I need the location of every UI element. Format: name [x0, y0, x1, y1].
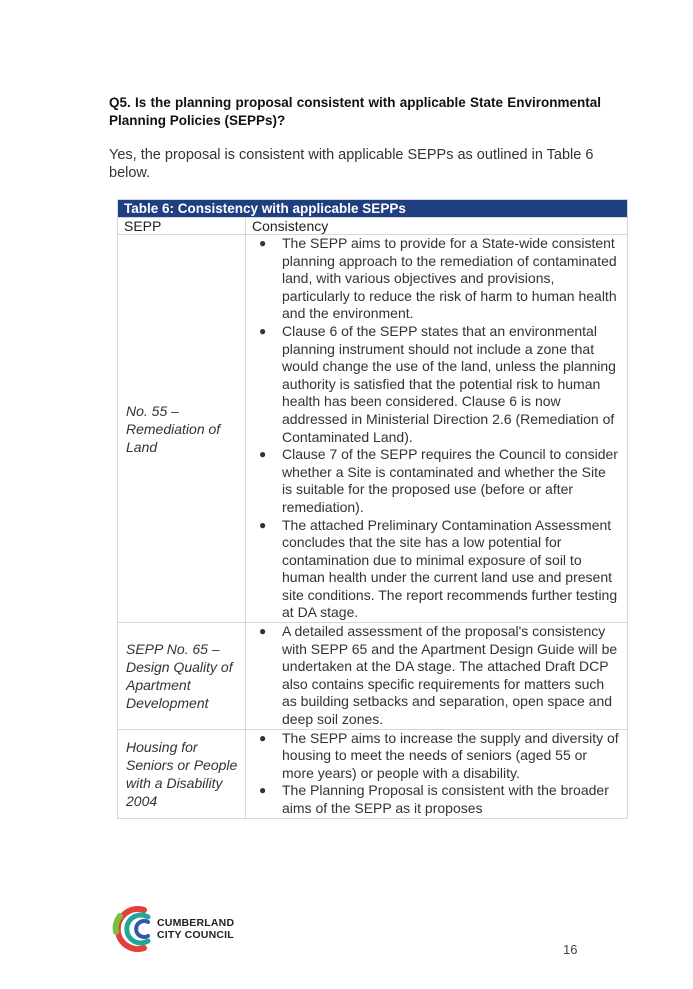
- table-row: [118, 235, 628, 623]
- table-row: [118, 623, 628, 730]
- table-caption: Table 6: Consistency with applicable SEPPs: [118, 200, 628, 218]
- list-item-text: The SEPP aims to increase the supply and diversity of housing to meet the needs of seniors (aged 55 or more years) or people with a disability.: [282, 729, 619, 781]
- list-item: [246, 323, 619, 446]
- list-item-text: The SEPP aims to provide for a State-wide consistent planning approach to the remediation of contaminated land, with various objectives and provisions, particularly to reduce the risk of harm to human health and the environment.: [282, 235, 617, 322]
- table-row: [118, 729, 628, 818]
- list-item-text: Clause 7 of the SEPP requires the Council to consider whether a Site is contaminated and whether the Site is suitable for the proposed use (before or after remediation).: [282, 446, 618, 515]
- bullet-icon: ●: [259, 447, 267, 462]
- column-header-consistency: Consistency: [246, 218, 628, 235]
- list-item-text: The attached Preliminary Contamination Assessment concludes that the site has a low potential for contamination due to minimal exposure of soil to human health under the current land use and present site conditions. The report recommends further testing at DA stage.: [282, 516, 618, 621]
- list-item: [246, 235, 619, 323]
- column-header-sepp: SEPP: [118, 218, 246, 235]
- council-name-line2: CITY COUNCIL: [157, 929, 234, 941]
- list-item-text: A detailed assessment of the proposal's consistency with SEPP 65 and the Apartment Design Guide will be undertaken at the DA stage. The attached Draft DCP also contains specific requirements for matters such as building setbacks and separation, open space and deep soil zones.: [282, 623, 618, 728]
- consistency-cell: [246, 235, 628, 623]
- bullet-icon: ●: [259, 730, 267, 745]
- council-name: [157, 917, 234, 941]
- sepp-name-cell: Housing for Seniors or People with a Disability 2004: [118, 729, 246, 818]
- intro-paragraph: Yes, the proposal is consistent with applicable SEPPs as outlined in Table 6 below.: [109, 147, 594, 181]
- sepp-consistency-table: [117, 199, 628, 819]
- consistency-cell: [246, 623, 628, 730]
- list-item: [246, 446, 619, 516]
- consistency-cell: [246, 729, 628, 818]
- sepp-name-cell: No. 55 – Remediation of Land: [118, 235, 246, 623]
- question-text: . Is the planning proposal consistent with applicable State Environmental Planning Policies (SEPPs)?: [109, 95, 601, 128]
- page-number: 16: [563, 942, 578, 957]
- bullet-icon: ●: [259, 517, 267, 532]
- list-item-text: Clause 6 of the SEPP states that an environmental planning instrument should not include a zone that would change the use of the land, unless the planning authority is satisfied that the potential risk to human health has been considered. Clause 6 is now addressed in Ministerial Direction 2.6 (Remediation of Contaminated Land).: [282, 322, 616, 445]
- sepp-name-cell: SEPP No. 65 – Design Quality of Apartment Development: [118, 623, 246, 730]
- consistency-list: [246, 623, 619, 729]
- question-heading: [109, 94, 601, 130]
- list-item-text: The Planning Proposal is consistent with the broader aims of the SEPP as it proposes: [282, 782, 609, 816]
- consistency-list: [246, 730, 619, 818]
- logo-ring-blue: [136, 921, 148, 937]
- question-number: Q5: [109, 95, 128, 110]
- council-name-line1: CUMBERLAND: [157, 917, 235, 929]
- bullet-icon: ●: [259, 783, 267, 798]
- bullet-icon: ●: [259, 236, 267, 250]
- bullet-icon: ●: [259, 323, 267, 338]
- consistency-list: [246, 235, 619, 622]
- bullet-icon: ●: [259, 624, 267, 639]
- list-item: [246, 623, 619, 729]
- list-item: [246, 782, 619, 817]
- list-item: [246, 730, 619, 783]
- list-item: [246, 517, 619, 623]
